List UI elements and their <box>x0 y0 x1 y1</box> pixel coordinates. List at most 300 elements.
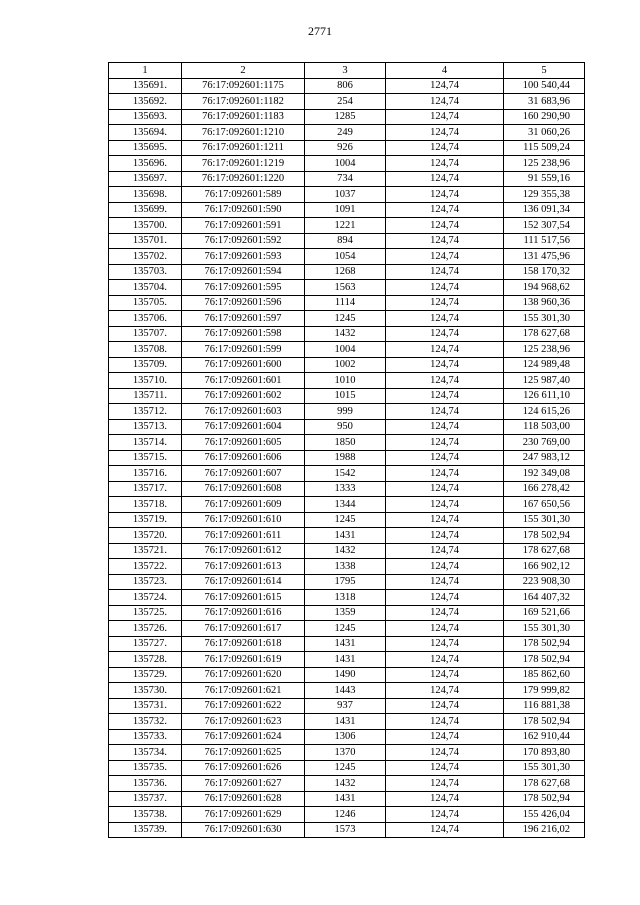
rate-cell: 124,74 <box>386 729 504 745</box>
cadastral-number-cell: 76:17:092601:624 <box>182 729 305 745</box>
rate-cell: 124,74 <box>386 94 504 110</box>
rate-cell: 124,74 <box>386 125 504 141</box>
cadastral-number-cell: 76:17:092601:618 <box>182 636 305 652</box>
table-row <box>109 450 585 466</box>
cadastral-number-cell: 76:17:092601:598 <box>182 326 305 342</box>
area-cell: 1344 <box>305 497 386 513</box>
table-row <box>109 156 585 172</box>
rate-cell: 124,74 <box>386 605 504 621</box>
table-row <box>109 187 585 203</box>
table-row <box>109 698 585 714</box>
area-cell: 1333 <box>305 481 386 497</box>
rate-cell: 124,74 <box>386 450 504 466</box>
area-cell: 1338 <box>305 559 386 575</box>
table-row <box>109 667 585 683</box>
value-cell: 152 307,54 <box>504 218 585 234</box>
rate-cell: 124,74 <box>386 466 504 482</box>
cadastral-number-cell: 76:17:092601:614 <box>182 574 305 590</box>
table-row <box>109 202 585 218</box>
cadastral-number-cell: 76:17:092601:592 <box>182 233 305 249</box>
row-number-cell: 135721. <box>109 543 182 559</box>
table-row <box>109 559 585 575</box>
cadastral-number-cell: 76:17:092601:1182 <box>182 94 305 110</box>
cadastral-number-cell: 76:17:092601:611 <box>182 528 305 544</box>
table-row <box>109 822 585 838</box>
area-cell: 1431 <box>305 791 386 807</box>
cadastral-number-cell: 76:17:092601:617 <box>182 621 305 637</box>
rate-cell: 124,74 <box>386 528 504 544</box>
cadastral-number-cell: 76:17:092601:603 <box>182 404 305 420</box>
table-row <box>109 683 585 699</box>
value-cell: 100 540,44 <box>504 78 585 94</box>
row-number-cell: 135705. <box>109 295 182 311</box>
row-number-cell: 135708. <box>109 342 182 358</box>
cadastral-number-cell: 76:17:092601:599 <box>182 342 305 358</box>
area-cell: 1004 <box>305 156 386 172</box>
table-row <box>109 404 585 420</box>
value-cell: 124 989,48 <box>504 357 585 373</box>
value-cell: 125 987,40 <box>504 373 585 389</box>
table-row <box>109 357 585 373</box>
value-cell: 31 060,26 <box>504 125 585 141</box>
table-row <box>109 729 585 745</box>
cadastral-number-cell: 76:17:092601:607 <box>182 466 305 482</box>
area-cell: 894 <box>305 233 386 249</box>
table-row <box>109 528 585 544</box>
area-cell: 1795 <box>305 574 386 590</box>
row-number-cell: 135728. <box>109 652 182 668</box>
area-cell: 937 <box>305 698 386 714</box>
value-cell: 111 517,56 <box>504 233 585 249</box>
row-number-cell: 135703. <box>109 264 182 280</box>
value-cell: 164 407,32 <box>504 590 585 606</box>
area-cell: 734 <box>305 171 386 187</box>
cadastral-number-cell: 76:17:092601:625 <box>182 745 305 761</box>
area-cell: 1245 <box>305 311 386 327</box>
area-cell: 1015 <box>305 388 386 404</box>
rate-cell: 124,74 <box>386 280 504 296</box>
rate-cell: 124,74 <box>386 698 504 714</box>
row-number-cell: 135718. <box>109 497 182 513</box>
value-cell: 178 627,68 <box>504 326 585 342</box>
value-cell: 91 559,16 <box>504 171 585 187</box>
table-row <box>109 714 585 730</box>
cadastral-number-cell: 76:17:092601:629 <box>182 807 305 823</box>
value-cell: 116 881,38 <box>504 698 585 714</box>
page-number: 2771 <box>308 24 332 38</box>
cadastral-number-cell: 76:17:092601:602 <box>182 388 305 404</box>
value-cell: 169 521,66 <box>504 605 585 621</box>
column-header: 3 <box>305 63 386 79</box>
value-cell: 155 301,30 <box>504 760 585 776</box>
cadastral-number-cell: 76:17:092601:600 <box>182 357 305 373</box>
row-number-cell: 135701. <box>109 233 182 249</box>
rate-cell: 124,74 <box>386 218 504 234</box>
row-number-cell: 135726. <box>109 621 182 637</box>
cadastral-number-cell: 76:17:092601:626 <box>182 760 305 776</box>
row-number-cell: 135712. <box>109 404 182 420</box>
cadastral-number-cell: 76:17:092601:1220 <box>182 171 305 187</box>
table-row <box>109 745 585 761</box>
rate-cell: 124,74 <box>386 574 504 590</box>
row-number-cell: 135707. <box>109 326 182 342</box>
table-row <box>109 760 585 776</box>
table-row <box>109 280 585 296</box>
rate-cell: 124,74 <box>386 822 504 838</box>
area-cell: 1443 <box>305 683 386 699</box>
area-cell: 1988 <box>305 450 386 466</box>
value-cell: 118 503,00 <box>504 419 585 435</box>
row-number-cell: 135729. <box>109 667 182 683</box>
row-number-cell: 135714. <box>109 435 182 451</box>
value-cell: 194 968,62 <box>504 280 585 296</box>
rate-cell: 124,74 <box>386 156 504 172</box>
value-cell: 192 349,08 <box>504 466 585 482</box>
table-row <box>109 342 585 358</box>
value-cell: 31 683,96 <box>504 94 585 110</box>
rate-cell: 124,74 <box>386 326 504 342</box>
rate-cell: 124,74 <box>386 652 504 668</box>
row-number-cell: 135713. <box>109 419 182 435</box>
row-number-cell: 135732. <box>109 714 182 730</box>
value-cell: 230 769,00 <box>504 435 585 451</box>
cadastral-number-cell: 76:17:092601:590 <box>182 202 305 218</box>
row-number-cell: 135696. <box>109 156 182 172</box>
value-cell: 136 091,34 <box>504 202 585 218</box>
area-cell: 1370 <box>305 745 386 761</box>
cadastral-number-cell: 76:17:092601:1211 <box>182 140 305 156</box>
row-number-cell: 135723. <box>109 574 182 590</box>
table-row <box>109 481 585 497</box>
area-cell: 1431 <box>305 714 386 730</box>
row-number-cell: 135736. <box>109 776 182 792</box>
value-cell: 247 983,12 <box>504 450 585 466</box>
cadastral-number-cell: 76:17:092601:619 <box>182 652 305 668</box>
table-row <box>109 78 585 94</box>
value-cell: 155 301,30 <box>504 311 585 327</box>
value-cell: 167 650,56 <box>504 497 585 513</box>
rate-cell: 124,74 <box>386 388 504 404</box>
cadastral-number-cell: 76:17:092601:601 <box>182 373 305 389</box>
row-number-cell: 135738. <box>109 807 182 823</box>
cadastral-number-cell: 76:17:092601:623 <box>182 714 305 730</box>
table-row <box>109 807 585 823</box>
table-row <box>109 218 585 234</box>
area-cell: 1432 <box>305 543 386 559</box>
cadastral-number-cell: 76:17:092601:628 <box>182 791 305 807</box>
value-cell: 125 238,96 <box>504 156 585 172</box>
area-cell: 1245 <box>305 621 386 637</box>
rate-cell: 124,74 <box>386 202 504 218</box>
value-cell: 178 502,94 <box>504 528 585 544</box>
cadastral-number-cell: 76:17:092601:1175 <box>182 78 305 94</box>
table-row <box>109 373 585 389</box>
value-cell: 124 615,26 <box>504 404 585 420</box>
value-cell: 158 170,32 <box>504 264 585 280</box>
area-cell: 1431 <box>305 528 386 544</box>
column-header: 5 <box>504 63 585 79</box>
area-cell: 1245 <box>305 512 386 528</box>
value-cell: 196 216,02 <box>504 822 585 838</box>
area-cell: 1285 <box>305 109 386 125</box>
cadastral-number-cell: 76:17:092601:616 <box>182 605 305 621</box>
cadastral-number-cell: 76:17:092601:1210 <box>182 125 305 141</box>
rate-cell: 124,74 <box>386 249 504 265</box>
table-row <box>109 233 585 249</box>
area-cell: 1573 <box>305 822 386 838</box>
rate-cell: 124,74 <box>386 512 504 528</box>
row-number-cell: 135695. <box>109 140 182 156</box>
row-number-cell: 135697. <box>109 171 182 187</box>
cadastral-number-cell: 76:17:092601:604 <box>182 419 305 435</box>
area-cell: 1850 <box>305 435 386 451</box>
row-number-cell: 135720. <box>109 528 182 544</box>
row-number-cell: 135704. <box>109 280 182 296</box>
table-row <box>109 140 585 156</box>
table-row <box>109 497 585 513</box>
table-row <box>109 543 585 559</box>
table-row <box>109 636 585 652</box>
row-number-cell: 135709. <box>109 357 182 373</box>
area-cell: 1245 <box>305 760 386 776</box>
area-cell: 1359 <box>305 605 386 621</box>
row-number-cell: 135716. <box>109 466 182 482</box>
table-row <box>109 94 585 110</box>
value-cell: 131 475,96 <box>504 249 585 265</box>
table-row <box>109 466 585 482</box>
table-row <box>109 574 585 590</box>
value-cell: 223 908,30 <box>504 574 585 590</box>
area-cell: 1432 <box>305 776 386 792</box>
value-cell: 185 862,60 <box>504 667 585 683</box>
row-number-cell: 135731. <box>109 698 182 714</box>
row-number-cell: 135725. <box>109 605 182 621</box>
row-number-cell: 135711. <box>109 388 182 404</box>
area-cell: 1002 <box>305 357 386 373</box>
cadastral-number-cell: 76:17:092601:630 <box>182 822 305 838</box>
table-header-row <box>109 63 585 79</box>
rate-cell: 124,74 <box>386 373 504 389</box>
rate-cell: 124,74 <box>386 760 504 776</box>
value-cell: 138 960,36 <box>504 295 585 311</box>
cadastral-number-cell: 76:17:092601:593 <box>182 249 305 265</box>
rate-cell: 124,74 <box>386 419 504 435</box>
row-number-cell: 135702. <box>109 249 182 265</box>
cadastral-number-cell: 76:17:092601:620 <box>182 667 305 683</box>
rate-cell: 124,74 <box>386 295 504 311</box>
row-number-cell: 135699. <box>109 202 182 218</box>
value-cell: 178 502,94 <box>504 714 585 730</box>
row-number-cell: 135737. <box>109 791 182 807</box>
cadastral-number-cell: 76:17:092601:615 <box>182 590 305 606</box>
table-row <box>109 590 585 606</box>
rate-cell: 124,74 <box>386 636 504 652</box>
rate-cell: 124,74 <box>386 404 504 420</box>
cadastral-number-cell: 76:17:092601:613 <box>182 559 305 575</box>
value-cell: 160 290,90 <box>504 109 585 125</box>
value-cell: 155 426,04 <box>504 807 585 823</box>
area-cell: 254 <box>305 94 386 110</box>
rate-cell: 124,74 <box>386 435 504 451</box>
table-row <box>109 621 585 637</box>
rate-cell: 124,74 <box>386 776 504 792</box>
value-cell: 155 301,30 <box>504 512 585 528</box>
cadastral-number-cell: 76:17:092601:594 <box>182 264 305 280</box>
rate-cell: 124,74 <box>386 233 504 249</box>
cadastral-number-cell: 76:17:092601:610 <box>182 512 305 528</box>
row-number-cell: 135710. <box>109 373 182 389</box>
table-body <box>109 78 585 838</box>
value-cell: 170 893,80 <box>504 745 585 761</box>
table-row <box>109 776 585 792</box>
row-number-cell: 135715. <box>109 450 182 466</box>
area-cell: 926 <box>305 140 386 156</box>
cadastral-number-cell: 76:17:092601:1219 <box>182 156 305 172</box>
table-row <box>109 652 585 668</box>
table-row <box>109 326 585 342</box>
cadastral-number-cell: 76:17:092601:627 <box>182 776 305 792</box>
area-cell: 1490 <box>305 667 386 683</box>
row-number-cell: 135724. <box>109 590 182 606</box>
area-cell: 1563 <box>305 280 386 296</box>
value-cell: 166 902,12 <box>504 559 585 575</box>
table-row <box>109 109 585 125</box>
table-row <box>109 249 585 265</box>
area-cell: 1246 <box>305 807 386 823</box>
data-table <box>108 62 585 838</box>
value-cell: 126 611,10 <box>504 388 585 404</box>
rate-cell: 124,74 <box>386 543 504 559</box>
area-cell: 1306 <box>305 729 386 745</box>
row-number-cell: 135719. <box>109 512 182 528</box>
rate-cell: 124,74 <box>386 667 504 683</box>
rate-cell: 124,74 <box>386 342 504 358</box>
rate-cell: 124,74 <box>386 140 504 156</box>
area-cell: 1054 <box>305 249 386 265</box>
cadastral-number-cell: 76:17:092601:597 <box>182 311 305 327</box>
value-cell: 178 502,94 <box>504 652 585 668</box>
table-row <box>109 171 585 187</box>
cadastral-number-cell: 76:17:092601:605 <box>182 435 305 451</box>
area-cell: 1221 <box>305 218 386 234</box>
rate-cell: 124,74 <box>386 109 504 125</box>
rate-cell: 124,74 <box>386 357 504 373</box>
row-number-cell: 135734. <box>109 745 182 761</box>
area-cell: 1010 <box>305 373 386 389</box>
rate-cell: 124,74 <box>386 745 504 761</box>
row-number-cell: 135739. <box>109 822 182 838</box>
row-number-cell: 135692. <box>109 94 182 110</box>
table-row <box>109 419 585 435</box>
cadastral-number-cell: 76:17:092601:595 <box>182 280 305 296</box>
cadastral-number-cell: 76:17:092601:1183 <box>182 109 305 125</box>
cadastral-number-cell: 76:17:092601:612 <box>182 543 305 559</box>
row-number-cell: 135717. <box>109 481 182 497</box>
table-row <box>109 605 585 621</box>
table-row <box>109 295 585 311</box>
value-cell: 178 502,94 <box>504 636 585 652</box>
rate-cell: 124,74 <box>386 78 504 94</box>
column-header: 1 <box>109 63 182 79</box>
area-cell: 1432 <box>305 326 386 342</box>
row-number-cell: 135691. <box>109 78 182 94</box>
area-cell: 1431 <box>305 652 386 668</box>
row-number-cell: 135693. <box>109 109 182 125</box>
cadastral-number-cell: 76:17:092601:596 <box>182 295 305 311</box>
table-row <box>109 435 585 451</box>
value-cell: 178 627,68 <box>504 776 585 792</box>
rate-cell: 124,74 <box>386 621 504 637</box>
rate-cell: 124,74 <box>386 481 504 497</box>
rate-cell: 124,74 <box>386 497 504 513</box>
cadastral-number-cell: 76:17:092601:608 <box>182 481 305 497</box>
rate-cell: 124,74 <box>386 171 504 187</box>
area-cell: 999 <box>305 404 386 420</box>
column-header: 2 <box>182 63 305 79</box>
table-row <box>109 512 585 528</box>
value-cell: 162 910,44 <box>504 729 585 745</box>
row-number-cell: 135706. <box>109 311 182 327</box>
value-cell: 129 355,38 <box>504 187 585 203</box>
area-cell: 1318 <box>305 590 386 606</box>
table-row <box>109 264 585 280</box>
value-cell: 166 278,42 <box>504 481 585 497</box>
row-number-cell: 135722. <box>109 559 182 575</box>
row-number-cell: 135700. <box>109 218 182 234</box>
table-row <box>109 791 585 807</box>
area-cell: 1091 <box>305 202 386 218</box>
value-cell: 125 238,96 <box>504 342 585 358</box>
row-number-cell: 135735. <box>109 760 182 776</box>
value-cell: 178 502,94 <box>504 791 585 807</box>
rate-cell: 124,74 <box>386 807 504 823</box>
value-cell: 178 627,68 <box>504 543 585 559</box>
row-number-cell: 135727. <box>109 636 182 652</box>
rate-cell: 124,74 <box>386 264 504 280</box>
value-cell: 155 301,30 <box>504 621 585 637</box>
cadastral-number-cell: 76:17:092601:606 <box>182 450 305 466</box>
rate-cell: 124,74 <box>386 683 504 699</box>
area-cell: 1268 <box>305 264 386 280</box>
rate-cell: 124,74 <box>386 791 504 807</box>
rate-cell: 124,74 <box>386 559 504 575</box>
area-cell: 1004 <box>305 342 386 358</box>
row-number-cell: 135730. <box>109 683 182 699</box>
cadastral-number-cell: 76:17:092601:589 <box>182 187 305 203</box>
cadastral-number-cell: 76:17:092601:622 <box>182 698 305 714</box>
row-number-cell: 135698. <box>109 187 182 203</box>
rate-cell: 124,74 <box>386 311 504 327</box>
area-cell: 1037 <box>305 187 386 203</box>
row-number-cell: 135694. <box>109 125 182 141</box>
table-row <box>109 388 585 404</box>
value-cell: 115 509,24 <box>504 140 585 156</box>
area-cell: 950 <box>305 419 386 435</box>
area-cell: 1542 <box>305 466 386 482</box>
table-row <box>109 311 585 327</box>
row-number-cell: 135733. <box>109 729 182 745</box>
value-cell: 179 999,82 <box>504 683 585 699</box>
rate-cell: 124,74 <box>386 590 504 606</box>
area-cell: 1431 <box>305 636 386 652</box>
table-row <box>109 125 585 141</box>
column-header: 4 <box>386 63 504 79</box>
rate-cell: 124,74 <box>386 714 504 730</box>
cadastral-number-cell: 76:17:092601:621 <box>182 683 305 699</box>
area-cell: 806 <box>305 78 386 94</box>
rate-cell: 124,74 <box>386 187 504 203</box>
cadastral-number-cell: 76:17:092601:591 <box>182 218 305 234</box>
